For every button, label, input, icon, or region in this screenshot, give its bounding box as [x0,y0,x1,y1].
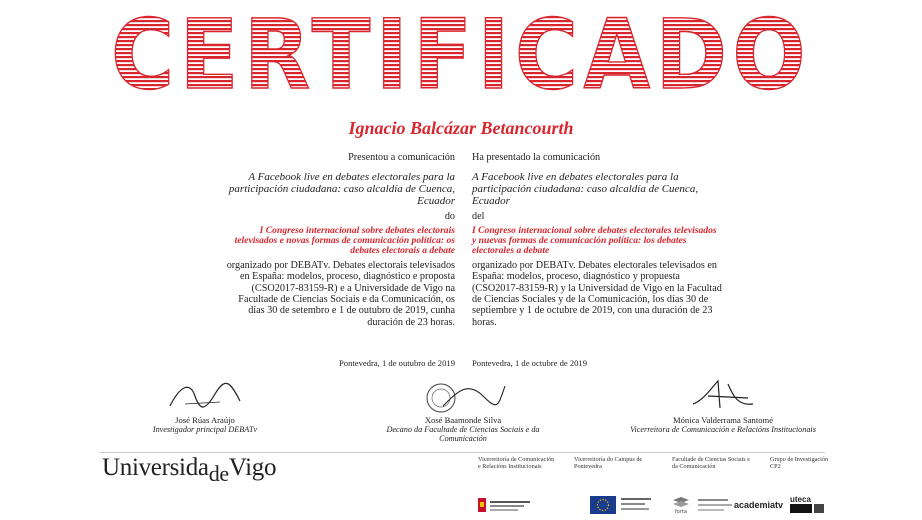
galician-column [225,152,455,368]
signature-role-1: Investigador principal DEBATv [152,425,258,434]
certificate-title-graphic [0,8,922,98]
galician-date: Pontevedra, 1 de outubro de 2019 [339,358,455,368]
galician-prep: do [444,211,455,223]
uteca-logo-text: uteca [790,495,811,504]
eu-flag-logo [590,496,616,514]
signature-block-3 [628,376,818,434]
galician-intro: Presentou a comunicación [348,152,455,163]
spanish-date: Pontevedra, 1 de octubre de 2019 [472,358,588,368]
spanish-work-title: A Facebook live en debates electorales para la participación ciudadana: caso alcaldía de Cuenca, Ecuador [472,171,699,208]
spanish-congress: I Congreso internacional sobre debates electorales televisados y nuevas formas de comunicación política: los debates electorales a debate [472,224,717,256]
forta-partner-logo [698,496,734,514]
spanish-body: organizado por DEBATv. Debates electorales televisados en España: modelos, proceso, diagnóstico y propuesta (CSO2017-83159-R) y la Universidad de Vigo en la Facultad de Ciencias Sociales y de la Comunicación, los días 30 de septiembre y 1 de octubre de 2019, con una duración de 23 horas. [472,259,722,328]
signature-role-2: Decano da Facultade de Ciencias Sociais e da Comunicación [386,425,540,443]
dept-label-2: Vicerreitoría do Campus de Pontevedra [574,456,643,470]
spanish-column [472,152,722,368]
certificate-title-text: CERTIFICADO [111,8,811,98]
signature-scribble-3 [678,376,768,416]
recipient-name: Ignacio Balcázar Betancourth [348,118,574,138]
university-logo-part1: Universida [102,454,209,481]
signature-scribble-1 [160,376,250,416]
signature-name-2: Xosé Baamonde Silva [424,415,502,425]
footer-divider [100,452,825,453]
galician-congress: I Congreso internacional sobre debates electorais televisados e novas formas de comunicación política: os debates electorais a debate [234,224,455,256]
spanish-prep: del [472,211,485,223]
academiatv-logo: academiatv [734,500,784,510]
certificate-title [0,8,922,98]
government-logo [478,496,556,514]
dept-label-4: Grupo de Investigación CP2 [770,456,829,470]
signature-name-3: Mónica Valderrama Santomé [672,415,774,425]
dept-label-1: Vicerreitoría de Comunicación e Relacións Institucionais [478,456,555,470]
galician-work-title: A Facebook live en debates electorales para la participación ciudadana: caso alcaldía de Cuenca, Ecuador [228,171,455,208]
eu-fund-logo [621,496,661,514]
signature-block-1 [120,376,290,434]
signature-block-2 [378,376,548,443]
uteca-logo [790,496,828,514]
galician-body: organizado por DEBATv. Debates electorais televisados en España: modelos, proceso, diagnóstico e proposta (CSO2017-83159-R) e a Universidade de Vigo na Facultade de Ciencias Sociais e da Comunicación, os días 30 de setembro e 1 de outubro de 2019, cunha duración de 23 horas. [226,259,455,328]
university-logo-part3: Vigo [228,454,277,481]
signature-role-3: Vicerreitora de Comunicación e Relacións Institucionais [630,425,816,434]
dept-label-3: Facultade de Ciencias Sociais e da Comunicación [672,456,751,470]
spanish-intro: Ha presentado la comunicación [472,152,601,163]
partner-logos [478,496,828,514]
signature-name-1: José Rúas Araújo [175,415,235,425]
forta-logo [670,496,692,514]
university-logo [102,454,277,486]
signature-scribble-2 [413,376,513,416]
university-logo-part2: de [208,461,229,486]
forta-logo-text: forta [675,509,687,514]
